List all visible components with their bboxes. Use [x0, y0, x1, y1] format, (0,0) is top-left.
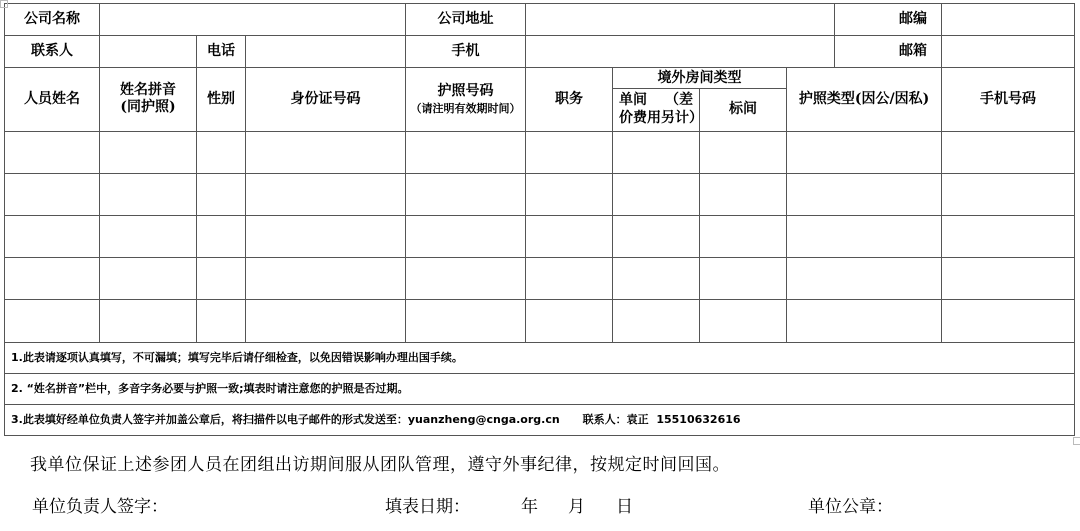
cell-pinyin[interactable]	[100, 215, 197, 257]
col-header-id-number: 身份证号码	[246, 68, 406, 131]
single-room-extra: （差	[665, 92, 694, 109]
cell-name[interactable]	[5, 131, 100, 173]
cell-single-room[interactable]	[613, 131, 700, 173]
col-header-name: 人员姓名	[5, 68, 100, 131]
cell-gender[interactable]	[197, 173, 246, 215]
col-header-room-type: 境外房间类型	[613, 68, 787, 89]
cell-passport-number[interactable]	[406, 258, 526, 300]
registration-form-table	[4, 3, 1075, 436]
date-month-label: 月	[568, 497, 585, 517]
phone-label: 电话	[197, 36, 246, 68]
cell-pinyin[interactable]	[100, 131, 197, 173]
note-row	[5, 342, 1075, 373]
cell-id-number[interactable]	[246, 258, 406, 300]
col-header-passport-number	[406, 68, 526, 131]
pledge-statement: 我单位保证上述参团人员在团组出访期间服从团队管理，遵守外事纪律，按规定时间回国。	[30, 455, 730, 475]
date-year-label: 年	[521, 497, 538, 517]
cell-standard-room[interactable]	[700, 258, 787, 300]
single-room-label: 单间	[619, 92, 648, 109]
col-header-passport-type: 护照类型(因公/因私)	[787, 68, 942, 131]
cell-gender[interactable]	[197, 131, 246, 173]
cell-mobile[interactable]	[942, 131, 1075, 173]
cell-standard-room[interactable]	[700, 300, 787, 342]
col-header-pinyin-line2: (同护照)	[120, 99, 176, 116]
postcode-label: 邮编	[835, 4, 942, 36]
cell-passport-number[interactable]	[406, 173, 526, 215]
cell-standard-room[interactable]	[700, 131, 787, 173]
corner-mark-bottom-right	[1073, 437, 1080, 445]
cell-position[interactable]	[526, 173, 613, 215]
cell-pinyin[interactable]	[100, 300, 197, 342]
company-name-label: 公司名称	[5, 4, 100, 36]
cell-name[interactable]	[5, 215, 100, 257]
col-header-position: 职务	[526, 68, 613, 131]
note-3: 3.此表填好经单位负责人签字并加盖公章后，将扫描件以电子邮件的形式发送至：yuanzheng@cnga.org.cn 联系人：袁正 15510632616	[5, 404, 1075, 435]
fill-date-label: 填表日期：	[385, 497, 470, 517]
single-room-line2: 价费用另计）	[619, 109, 704, 126]
cell-passport-type[interactable]	[787, 215, 942, 257]
col-header-single-room	[613, 89, 704, 131]
cell-single-room[interactable]	[613, 300, 700, 342]
cell-passport-number[interactable]	[406, 300, 526, 342]
cell-position[interactable]	[526, 131, 613, 173]
cell-single-room[interactable]	[613, 173, 700, 215]
note-2: 2. “姓名拼音”栏中，多音字务必要与护照一致;填表时请注意您的护照是否过期。	[5, 373, 1075, 404]
email-field[interactable]	[942, 36, 1075, 68]
col-header-gender: 性别	[197, 68, 246, 131]
contact-field[interactable]	[100, 36, 197, 68]
note-1: 1.此表请逐项认真填写，不可漏填；填写完毕后请仔细检查，以免因错误影响办理出国手续。	[5, 342, 1075, 373]
cell-passport-type[interactable]	[787, 173, 942, 215]
member-row	[5, 215, 1075, 257]
cell-id-number[interactable]	[246, 300, 406, 342]
corner-mark-top-left	[0, 0, 8, 8]
col-header-passport-number-title: 护照号码	[437, 82, 494, 99]
mobile-label: 手机	[406, 36, 526, 68]
cell-single-room[interactable]	[613, 258, 700, 300]
col-header-standard-room: 标间	[700, 89, 787, 131]
col-header-pinyin	[100, 68, 197, 131]
cell-passport-number[interactable]	[406, 215, 526, 257]
cell-mobile[interactable]	[942, 258, 1075, 300]
cell-passport-type[interactable]	[787, 258, 942, 300]
cell-name[interactable]	[5, 300, 100, 342]
cell-passport-type[interactable]	[787, 131, 942, 173]
cell-passport-type[interactable]	[787, 300, 942, 342]
cell-position[interactable]	[526, 258, 613, 300]
col-header-mobile-number: 手机号码	[942, 68, 1075, 131]
cell-gender[interactable]	[197, 300, 246, 342]
col-header-passport-note: （请注明有效期时间）	[410, 102, 521, 116]
member-row	[5, 300, 1075, 342]
cell-mobile[interactable]	[942, 215, 1075, 257]
cell-position[interactable]	[526, 300, 613, 342]
cell-mobile[interactable]	[942, 173, 1075, 215]
seal-label: 单位公章：	[808, 497, 893, 517]
column-header-row-1	[5, 68, 1075, 89]
company-address-label: 公司地址	[406, 4, 526, 36]
date-day-label: 日	[616, 497, 633, 517]
cell-id-number[interactable]	[246, 215, 406, 257]
contact-label: 联系人	[5, 36, 100, 68]
contact-info-row	[5, 36, 1075, 68]
cell-pinyin[interactable]	[100, 173, 197, 215]
cell-standard-room[interactable]	[700, 173, 787, 215]
col-header-pinyin-line1: 姓名拼音	[120, 81, 176, 98]
cell-gender[interactable]	[197, 215, 246, 257]
company-name-field[interactable]	[100, 4, 406, 36]
cell-id-number[interactable]	[246, 173, 406, 215]
cell-standard-room[interactable]	[700, 215, 787, 257]
company-address-field[interactable]	[526, 4, 835, 36]
cell-id-number[interactable]	[246, 131, 406, 173]
email-label: 邮箱	[835, 36, 942, 68]
cell-position[interactable]	[526, 215, 613, 257]
member-row	[5, 258, 1075, 300]
company-info-row	[5, 4, 1075, 36]
leader-signature-label: 单位负责人签字：	[32, 497, 168, 517]
cell-name[interactable]	[5, 258, 100, 300]
note-row	[5, 404, 1075, 435]
mobile-field[interactable]	[526, 36, 835, 68]
cell-passport-number[interactable]	[406, 131, 526, 173]
cell-mobile[interactable]	[942, 300, 1075, 342]
cell-name[interactable]	[5, 173, 100, 215]
single-room-line1	[619, 92, 699, 110]
cell-single-room[interactable]	[613, 215, 700, 257]
phone-field[interactable]	[246, 36, 406, 68]
member-row	[5, 131, 1075, 173]
cell-pinyin[interactable]	[100, 258, 197, 300]
cell-gender[interactable]	[197, 258, 246, 300]
member-row	[5, 173, 1075, 215]
note-row	[5, 373, 1075, 404]
postcode-field[interactable]	[942, 4, 1075, 36]
